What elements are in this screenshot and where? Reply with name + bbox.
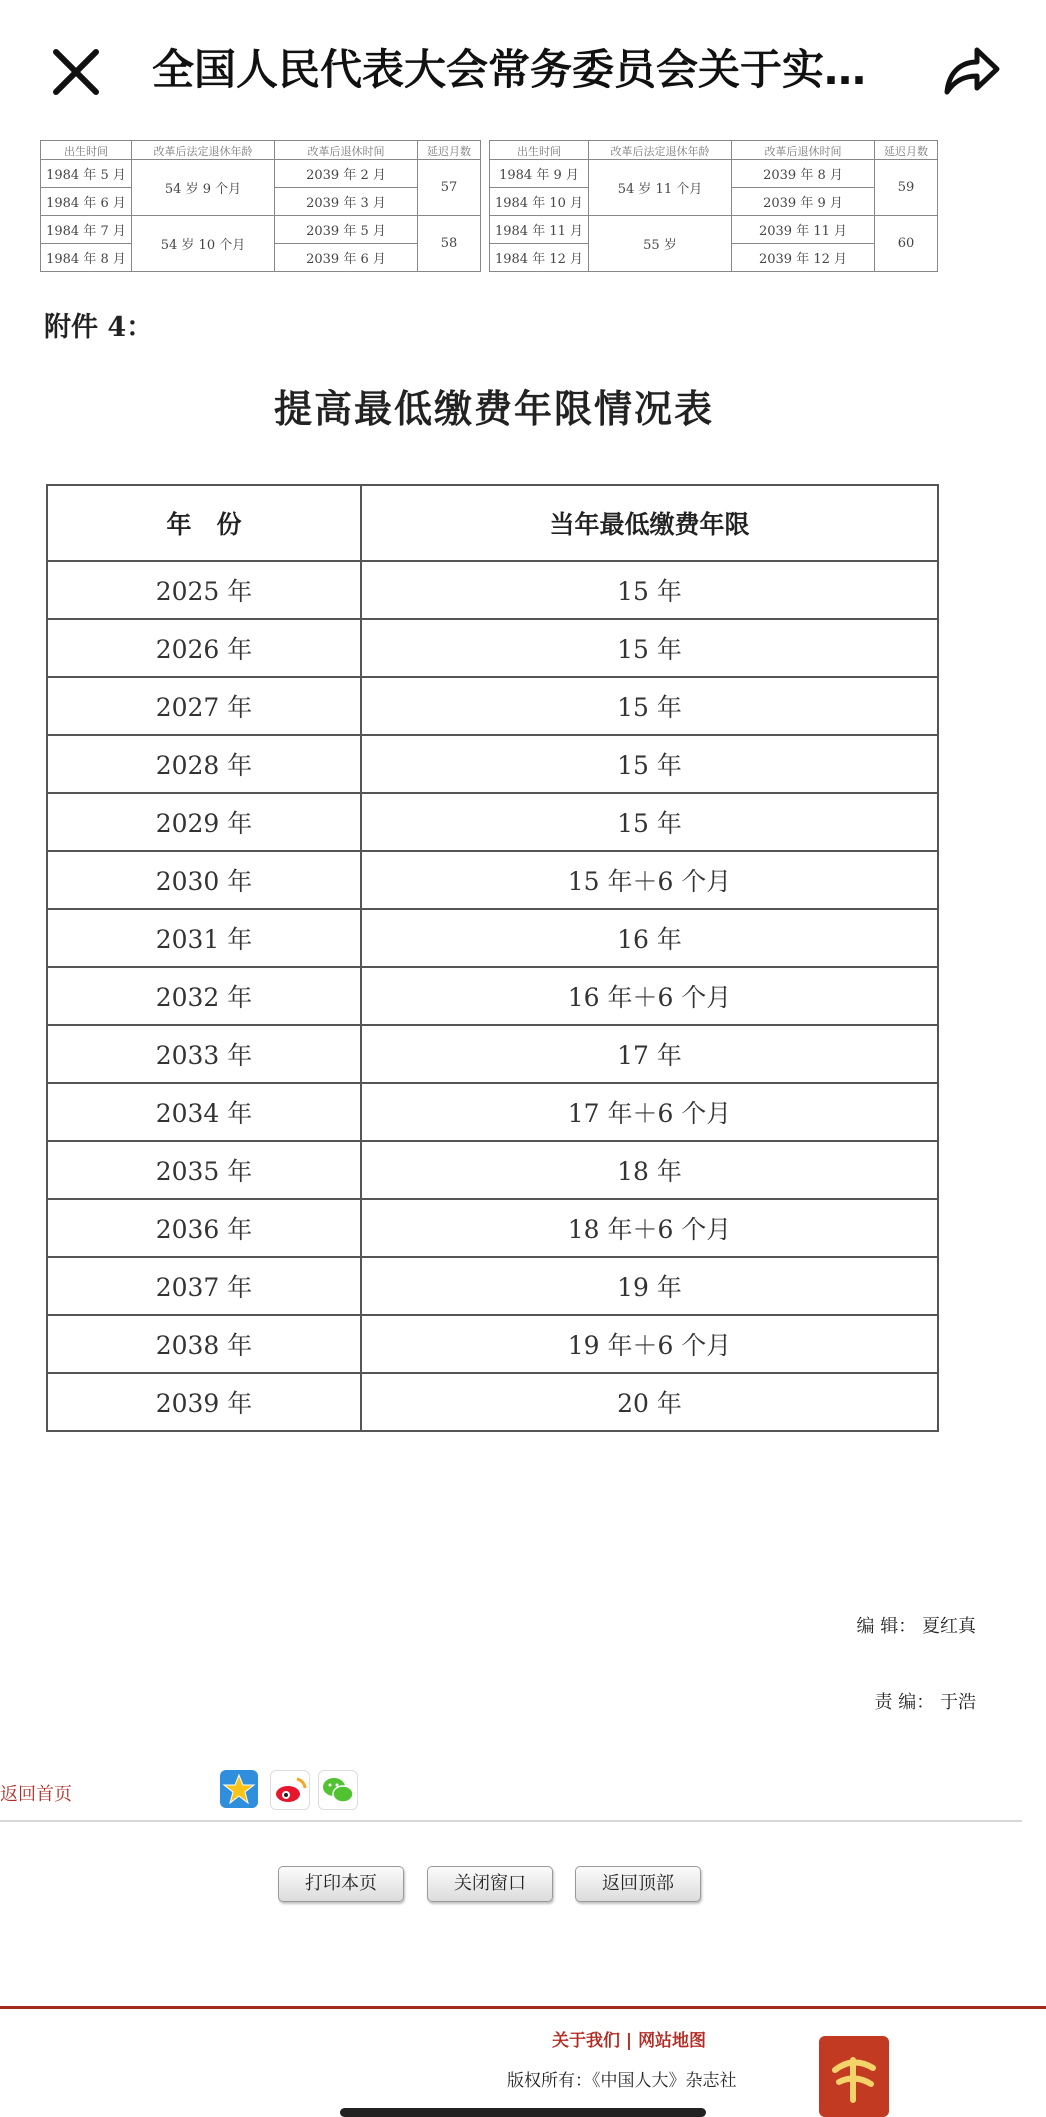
footer-separator: | (625, 2031, 633, 2051)
table-cell: 1984 年 8 月 (41, 244, 132, 272)
table-cell: 55 岁 (589, 216, 732, 272)
table-row (47, 677, 938, 735)
min-years-cell: 17 年＋6 个月 (361, 1083, 938, 1141)
table-header-row (41, 141, 938, 160)
table-header-cell: 延迟月数 (875, 141, 938, 160)
min-years-cell: 20 年 (361, 1373, 938, 1431)
table-row (47, 1025, 938, 1083)
table-header-row (47, 485, 938, 561)
table-cell: 60 (875, 216, 938, 272)
footer-divider (0, 2006, 1046, 2009)
table-row (47, 909, 938, 967)
year-cell: 2037 年 (47, 1257, 361, 1315)
sitemap-link[interactable]: 网站地图 (638, 2031, 707, 2051)
table-row (47, 1199, 938, 1257)
footer-links (552, 2026, 706, 2051)
table-cell: 2039 年 3 月 (275, 188, 418, 216)
table-cell: 2039 年 9 月 (732, 188, 875, 216)
year-cell: 2038 年 (47, 1315, 361, 1373)
min-years-cell: 15 年 (361, 677, 938, 735)
table-row (47, 619, 938, 677)
copyright-text: 版权所有：《中国人大》杂志社 (507, 2071, 737, 2091)
min-years-cell: 16 年 (361, 909, 938, 967)
divider (0, 1820, 1022, 1822)
year-cell: 2034 年 (47, 1083, 361, 1141)
year-cell: 2027 年 (47, 677, 361, 735)
contribution-years-table (46, 484, 939, 1432)
year-cell: 2030 年 (47, 851, 361, 909)
about-us-link[interactable]: 关于我们 (552, 2031, 620, 2051)
table-cell: 1984 年 12 月 (490, 244, 589, 272)
table-header-cell: 改革后法定退休年龄 (132, 141, 275, 160)
table-cell: 1984 年 11 月 (490, 216, 589, 244)
table-cell: 1984 年 6 月 (41, 188, 132, 216)
table-cell: 58 (418, 216, 481, 272)
table-cell: 2039 年 6 月 (275, 244, 418, 272)
table-cell: 2039 年 11 月 (732, 216, 875, 244)
min-years-cell: 17 年 (361, 1025, 938, 1083)
table-row (47, 1373, 938, 1431)
header-year: 年 份 (47, 485, 361, 561)
year-cell: 2036 年 (47, 1199, 361, 1257)
year-cell: 2025 年 (47, 561, 361, 619)
page-title: 全国人民代表大会常务委员会关于实… (152, 45, 867, 94)
year-cell: 2028 年 (47, 735, 361, 793)
table-cell: 54 岁 11 个月 (589, 160, 732, 216)
table-cell: 1984 年 10 月 (490, 188, 589, 216)
table-row (47, 1083, 938, 1141)
wechat-icon[interactable] (318, 1770, 358, 1810)
npc-magazine-logo (815, 2030, 901, 2117)
table-cell: 1984 年 7 月 (41, 216, 132, 244)
table-cell: 54 岁 10 个月 (132, 216, 275, 272)
table-header-cell: 出生时间 (41, 141, 132, 160)
min-years-cell: 15 年 (361, 619, 938, 677)
table-header-cell: 出生时间 (490, 141, 589, 160)
table-cell: 1984 年 9 月 (490, 160, 589, 188)
document-title: 提高最低缴费年限情况表 (273, 386, 714, 431)
table-row (47, 1257, 938, 1315)
table-row (47, 851, 938, 909)
table-header-cell: 改革后法定退休年龄 (589, 141, 732, 160)
weibo-icon[interactable] (270, 1770, 310, 1810)
year-cell: 2031 年 (47, 909, 361, 967)
year-cell: 2039 年 (47, 1373, 361, 1431)
table-cell: 54 岁 9 个月 (132, 160, 275, 216)
table-row (47, 793, 938, 851)
table-header-cell: 延迟月数 (418, 141, 481, 160)
close-icon[interactable] (46, 42, 106, 102)
year-cell: 2029 年 (47, 793, 361, 851)
responsible-editor-credit: 责 编： 于浩 (874, 1692, 976, 1713)
back-to-top-button[interactable]: 返回顶部 (575, 1866, 701, 1902)
min-years-cell: 18 年 (361, 1141, 938, 1199)
table-cell: 2039 年 8 月 (732, 160, 875, 188)
table-cell: 2039 年 12 月 (732, 244, 875, 272)
min-years-cell: 19 年＋6 个月 (361, 1315, 938, 1373)
table-cell: 2039 年 2 月 (275, 160, 418, 188)
previous-table-fragment (40, 140, 950, 278)
min-years-cell: 15 年 (361, 793, 938, 851)
table-row (41, 160, 938, 188)
share-icon[interactable] (935, 36, 1005, 106)
min-years-cell: 15 年 (361, 735, 938, 793)
min-years-cell: 15 年＋6 个月 (361, 851, 938, 909)
top-nav-bar (0, 0, 1046, 140)
editor-credit: 编 辑： 夏红真 (856, 1616, 976, 1637)
table-header-cell: 改革后退休时间 (732, 141, 875, 160)
qzone-icon[interactable] (220, 1770, 258, 1808)
table-cell: 1984 年 5 月 (41, 160, 132, 188)
table-cell: 2039 年 5 月 (275, 216, 418, 244)
table-row (47, 1315, 938, 1373)
header-min-years: 当年最低缴费年限 (361, 485, 938, 561)
table-cell: 57 (418, 160, 481, 216)
table-row (41, 216, 938, 244)
home-indicator (340, 2108, 706, 2117)
table-row (47, 735, 938, 793)
table-header-cell: 改革后退休时间 (275, 141, 418, 160)
min-years-cell: 15 年 (361, 561, 938, 619)
retirement-table-fragment (40, 140, 938, 272)
print-button[interactable]: 打印本页 (278, 1866, 404, 1902)
min-years-cell: 18 年＋6 个月 (361, 1199, 938, 1257)
year-cell: 2026 年 (47, 619, 361, 677)
table-row (47, 561, 938, 619)
table-row (47, 967, 938, 1025)
annex-label: 附件 4： (44, 312, 154, 343)
year-cell: 2032 年 (47, 967, 361, 1025)
min-years-cell: 16 年＋6 个月 (361, 967, 938, 1025)
year-cell: 2033 年 (47, 1025, 361, 1083)
table-row (47, 1141, 938, 1199)
min-years-cell: 19 年 (361, 1257, 938, 1315)
close-window-button[interactable]: 关闭窗口 (427, 1866, 553, 1902)
table-cell: 59 (875, 160, 938, 216)
year-cell: 2035 年 (47, 1141, 361, 1199)
back-home-link[interactable]: 返回首页 (0, 1784, 72, 1805)
table-body (47, 561, 938, 1431)
